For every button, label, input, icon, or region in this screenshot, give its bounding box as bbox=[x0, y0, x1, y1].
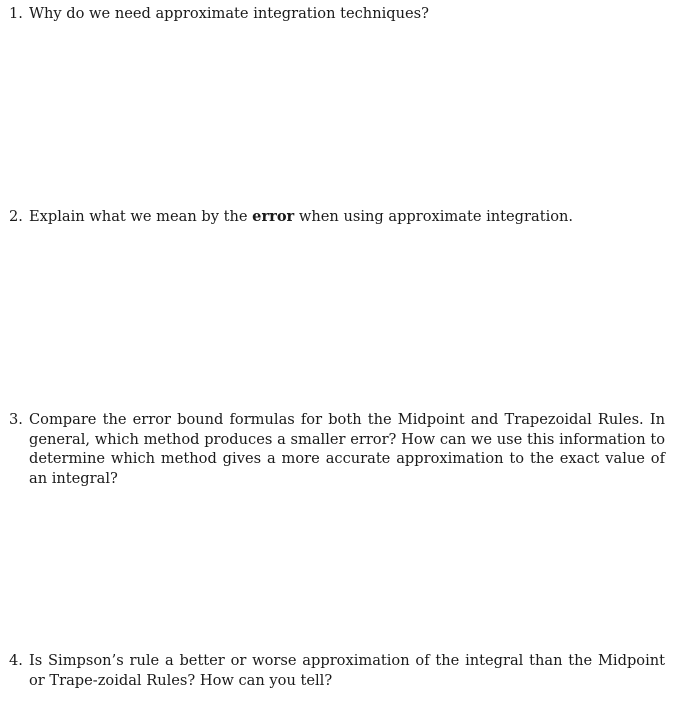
question-text bbox=[29, 207, 665, 227]
question-3 bbox=[9, 410, 665, 488]
question-text-after: when using approximate integration. bbox=[298, 208, 574, 225]
question-2 bbox=[9, 207, 665, 227]
emphasized-term: error bbox=[252, 208, 295, 225]
question-text: Compare the error bound formulas for both the Midpoint and Trapezoidal Rules. In general, which method produces a smaller error? How can we use this information to determine which method gives a more accurate approximation to the exact value of an integral? bbox=[29, 411, 665, 487]
question-number: 1. bbox=[9, 5, 23, 22]
question-text: Why do we need approximate integration techniques? bbox=[29, 5, 429, 22]
question-number: 4. bbox=[9, 652, 23, 669]
question-4 bbox=[9, 651, 665, 690]
question-text-before: Explain what we mean by the bbox=[29, 208, 248, 225]
question-1 bbox=[9, 4, 665, 24]
question-text: Is Simpson’s rule a better or worse approximation of the integral than the Midpoint or Trape-zoidal Rules? How can you tell? bbox=[29, 652, 665, 689]
question-number: 2. bbox=[9, 208, 23, 225]
question-number: 3. bbox=[9, 411, 23, 428]
